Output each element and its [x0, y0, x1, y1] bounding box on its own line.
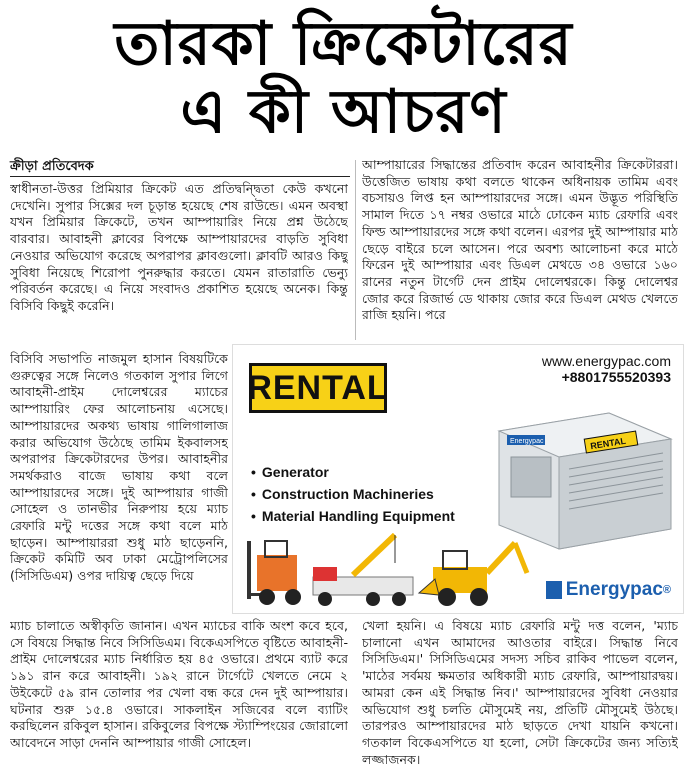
column-2-top	[362, 157, 678, 341]
paragraph: আম্পায়ারের সিদ্ধান্তের প্রতিবাদ করেন আবাহনীর ক্রিকেটাররা। উত্তেজিত ভাষায় কথা বলতে থাকেন অধিনায়ক তামিম এবং বচসায়ও লিপ্ত হন আম্পায়ারদের সঙ্গে। এমন উদ্ভূত পরিস্থিতি সামাল দিতে ১৭ নম্বর ওভারে মাঠে ঢোকেন ম্যাচ রেফারি এবং ফিল্ড আম্পায়ারদের সঙ্গে কথা বলেন। এরপর দুই আম্পায়ার মাঠ ছেড়ে বাইরে চলে আসেন। পরে অবশ্য আলোচনা করে মাঠে ফিরেন দুই আম্পায়ার এবং ডিএল মেথডে ৩৪ ওভারে ১৬০ রানের নতুন টার্গেট দেন প্রাইম দোলেশ্বরকে। কিন্তু দোলেশ্বর জোর করে রিজার্ভ ডে থাকায় জোর করে ডিএল মেথড খেলতে রাজি হয়নি। পরে	[362, 157, 678, 323]
energypac-advertisement	[232, 344, 684, 614]
ad-website: www.energypac.com	[541, 353, 671, 369]
ad-phone: +8801755520393	[561, 369, 671, 385]
ad-contact	[542, 353, 671, 385]
rental-badge	[249, 363, 387, 413]
energypac-logo	[546, 579, 671, 601]
ad-equipment-list	[251, 461, 455, 527]
energypac-brand-name: Energypac	[565, 579, 663, 600]
byline: ক্রীড়া প্রতিবেদক	[10, 159, 94, 174]
paragraph: স্বাধীনতা-উত্তর প্রিমিয়ার ক্রিকেট এত প্রতিদ্বন্দ্বিতা কেউ কখনো দেখেনি। সুপার সিক্সের দল চূড়ান্ত হয়েছে শেষ রাউন্ডে। এমন অবস্থা যখন প্রিমিয়ার ক্রিকেটে, তখন আম্পায়ারিং নিয়ে প্রশ্ন উঠেছে বারবার। আবাহনী ক্লাবের বিপক্ষে আম্পায়ারদের বাড়তি সুবিধা নেওয়ার অভিযোগ করেছে অপরাপর ক্লাবগুলো। ক্লাবটি আরও কিছু সুবিধা নিয়েছে শিরোপা পুনরুদ্ধার করতে। যেমন রাতারাতি ভেন্যু পরিবর্তন করেছে। এ নিয়ে সংবাদও প্রকাশিত হয়েছে অনেক। কিন্তু বিসিবি কিছুই করেনি।	[10, 181, 348, 313]
column-2-bottom	[362, 618, 678, 768]
genset-rental-text: RENTAL	[589, 435, 627, 452]
byline-rule	[10, 176, 350, 177]
machinery-image	[243, 533, 533, 611]
ad-item: • Construction Machineries	[251, 483, 455, 505]
column-1-top	[10, 181, 348, 349]
headline-line-1: তারকা ক্রিকেটারের	[114, 9, 573, 79]
energypac-logo-icon	[546, 581, 562, 599]
paragraph: খেলা হয়নি। এ বিষয়ে ম্যাচ রেফারি মন্টু দত্ত বলেন, 'ম্যাচ চালানো এখন আমাদের আওতার বাইরে। সিদ্ধান্ত নিবে সিসিডিএম।' সিসিডিএমের সদস্য সচিব রাকিব পাভেল বলেন, 'মাঠের সর্বময় ক্ষমতার অধিকারী ম্যাচ রেফারি, আম্পায়ারদ্বয়। আমরা কেন এই সিদ্ধান্ত নিব।' আম্পায়ারদের সুবিধা নেওয়ার অভিযোগ শুধু চলতি মৌসুমেই নয়, প্রতিটি মৌসুমেই উঠছে। তারপরও আম্পায়ারদের মাঠ ছাড়তে দেখা যায়নি কখনো। গতকাল বিকেএসপিতে যা হলো, সেটা ক্রিকেটের জন্য সত্যিই লজ্জাজনক।	[362, 618, 678, 767]
forklift-icon	[247, 541, 301, 605]
headline-line-2: এ কী আচরণ	[180, 77, 507, 147]
column-divider	[355, 160, 356, 340]
paragraph: ম্যাচ চালাতে অস্বীকৃতি জানান। এখন ম্যাচের বাকি অংশ কবে হবে, সে বিষয়ে সিদ্ধান্ত নিবে সিসিডিএম। বিকেএসপিতে বৃষ্টিতে আবাহনী-প্রাইম দোলেশ্বরের ম্যাচ নির্ধারিত হয় ৪৫ ওভারে। প্রথমে ব্যাট করে ১৯১ রান করে আবাহনী। ১৯২ রানে টার্গেটে খেলতে নেমে ২ উইকেটে ৫৯ রান তোলার পর খেলা বন্ধ করে দেন দুই আম্পায়ার। ঘটনার শুরু ১৫.৪ ওভারে। সাকলাইন সজিবের বলে ব্যাটিং করছিলেন রকিবুল হাসান। রকিবুলের বিপক্ষে স্ট্যাম্পিংয়ের জোরালো আবেদনে সাড়া দেননি আম্পায়ার গাজী সোহেল।	[10, 618, 348, 750]
backhoe-loader-icon	[419, 543, 527, 606]
crane-truck-icon	[313, 535, 413, 606]
column-1-bottom	[10, 618, 348, 768]
generator-image	[489, 401, 677, 551]
ad-item: • Material Handling Equipment	[251, 505, 455, 527]
genset-brand-text: Energypac	[510, 438, 544, 445]
rental-badge-label: RENTAL	[247, 368, 389, 407]
column-1-middle	[10, 351, 228, 619]
energypac-brand-suffix: ®	[662, 584, 671, 596]
ad-item: • Generator	[251, 461, 455, 483]
paragraph: বিসিবি সভাপতি নাজমুল হাসান বিষয়টিকে গুরুত্বের সঙ্গে নিলেও গতকাল সুপার লিগে আবাহনী-প্রাইম দোলেশ্বরের ম্যাচের আম্পায়ারিং ফের আলোচনায় এসেছে। আম্পায়ারদের অকথ্য ভাষায় গালিগালাজ করার অভিযোগ উঠেছে তামিম ইকবালসহ অপরাপর ক্রিকেটারদের উপর। আবাহনীর সমর্থকরাও বাজে ভাষায় কথা বলে আম্পায়ারদের সঙ্গে। দুই আম্পায়ার গাজী সোহেল ও তানভীর নিরুপায় হয়ে ম্যাচ রেফারি মন্টু দত্তের সঙ্গে কথা বলে মাঠ ছাড়েন। আম্পায়াররা শুধু মাঠ ছাড়েননি, ক্রিকেট কমিটি অব ঢাকা মেট্রোপলিসের (সিসিডিএম) ওপর দায়িত্ব ছেড়ে দিয়ে	[10, 351, 228, 584]
